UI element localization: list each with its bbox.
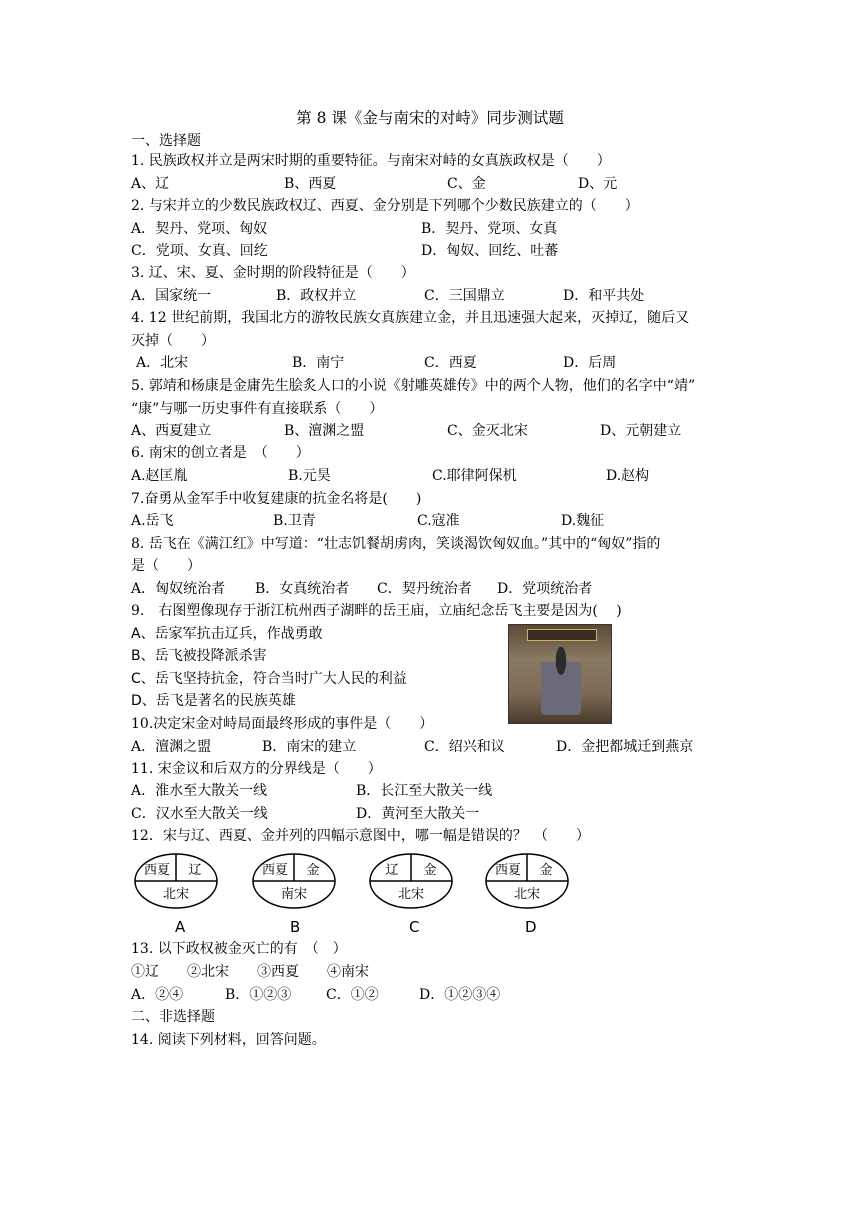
diagram-d-top-left: 西夏 — [494, 863, 522, 878]
question-4-line-2: 灭掉（ ） — [131, 333, 215, 349]
diagram-b — [251, 852, 337, 910]
diagram-d — [484, 852, 570, 910]
q13-option-c: C．①② — [326, 987, 379, 1003]
q5-option-d: D、元朝建立 — [600, 423, 682, 439]
q13-option-d: D．①②③④ — [419, 987, 501, 1003]
q1-option-d: D、元 — [578, 176, 618, 192]
q3-option-d: D．和平共处 — [563, 288, 645, 304]
diagram-a-label: A — [175, 918, 186, 936]
q2-option-a: A．契丹、党项、匈奴 — [131, 221, 268, 237]
q1-option-c: C、金 — [447, 176, 486, 192]
q7-option-a: A.岳飞 — [131, 513, 174, 529]
diagram-c-top-left: 辽 — [385, 863, 399, 878]
q10-option-a: A．澶渊之盟 — [131, 739, 212, 755]
q11-option-c: C．汉水至大散关一线 — [131, 806, 268, 822]
question-5-line-1: 5. 郭靖和杨康是金庸先生脍炙人口的小说《射雕英雄传》中的两个人物，他们的名字中“靖” — [131, 378, 696, 394]
q9-option-c: C、岳飞坚持抗金，符合当时广大人民的利益 — [131, 671, 407, 687]
q3-option-b: B．政权并立 — [276, 288, 357, 304]
diagram-b-top-left: 西夏 — [261, 863, 289, 878]
q10-option-d: D．金把都城迁到燕京 — [556, 739, 694, 755]
section-heading-choice: 一、选择题 — [131, 133, 201, 149]
q6-option-c: C.耶律阿保机 — [432, 468, 517, 484]
q5-option-b: B、澶渊之盟 — [284, 423, 365, 439]
q1-option-b: B、西夏 — [284, 176, 337, 192]
q13-items: ①辽 ②北宋 ③西夏 ④南宋 — [131, 964, 369, 980]
q4-option-c: C．西夏 — [424, 355, 477, 371]
question-5-line-2: “康”与哪一历史事件有直接联系（ ） — [131, 401, 384, 417]
q4-option-d: D．后周 — [563, 355, 617, 371]
q6-option-b: B.元昊 — [288, 468, 331, 484]
q3-option-a: A．国家统一 — [131, 288, 212, 304]
diagram-d-label: D — [525, 918, 537, 936]
q6-option-d: D.赵构 — [606, 468, 650, 484]
q10-option-c: C．绍兴和议 — [424, 739, 505, 755]
question-4-line-1: 4. 12 世纪前期，我国北方的游牧民族女真族建立金，并且迅速强大起来，灭掉辽，随后又 — [131, 310, 690, 326]
q9-option-d: D、岳飞是著名的民族英雄 — [131, 693, 296, 709]
question-10: 10.决定宋金对峙局面最终形成的事件是（ ） — [131, 716, 434, 732]
diagram-d-top-right: 金 — [539, 863, 553, 878]
q13-option-a: A．②④ — [131, 987, 184, 1003]
question-7: 7.奋勇从金军手中收复建康的抗金名将是( ) — [131, 491, 422, 507]
question-13: 13. 以下政权被金灭亡的有 （ ） — [131, 941, 347, 957]
diagram-b-top-right: 金 — [306, 863, 320, 878]
question-11: 11. 宋金议和后双方的分界线是（ ） — [131, 761, 382, 777]
q13-option-b: B．①②③ — [225, 987, 292, 1003]
question-14: 14. 阅读下列材料，回答问题。 — [131, 1032, 326, 1048]
diagram-b-bottom: 南宋 — [280, 887, 308, 902]
question-9: 9. 右图塑像现存于浙江杭州西子湖畔的岳王庙，立庙纪念岳飞主要是因为( ) — [131, 603, 622, 619]
diagram-c-label: C — [409, 918, 420, 936]
diagram-a — [133, 852, 219, 910]
diagram-b-label: B — [290, 918, 301, 936]
q8-option-b: B．女真统治者 — [255, 581, 350, 597]
q1-option-a: A、辽 — [131, 176, 170, 192]
q2-option-d: D．匈奴、回纥、吐蕃 — [421, 243, 559, 259]
q5-option-a: A、西夏建立 — [131, 423, 212, 439]
yue-fei-statue-figure — [541, 647, 581, 715]
q3-option-c: C．三国鼎立 — [424, 288, 505, 304]
q9-option-b: B、岳飞被投降派杀害 — [131, 648, 267, 664]
question-2: 2. 与宋并立的少数民族政权辽、西夏、金分别是下列哪个少数民族建立的（ ） — [131, 198, 639, 214]
diagram-c — [368, 852, 454, 910]
q9-option-a: A、岳家军抗击辽兵，作战勇敢 — [131, 626, 323, 642]
diagram-a-top-right: 辽 — [188, 863, 202, 878]
diagram-a-top-left: 西夏 — [143, 863, 171, 878]
q7-option-c: C.寇准 — [417, 513, 460, 529]
question-6: 6. 南宋的创立者是 （ ） — [131, 445, 310, 461]
temple-plaque — [527, 629, 597, 641]
q7-option-d: D.魏征 — [561, 513, 605, 529]
diagram-c-top-right: 金 — [423, 863, 437, 878]
diagram-a-bottom: 北宋 — [162, 887, 190, 902]
question-3: 3. 辽、宋、夏、金时期的阶段特征是（ ） — [131, 265, 415, 281]
q8-option-d: D．党项统治者 — [497, 581, 593, 597]
question-12: 12．宋与辽、西夏、金并列的四幅示意图中，哪一幅是错误的？ （ ） — [131, 828, 590, 844]
question-1: 1. 民族政权并立是两宋时期的重要特征。与南宋对峙的女真族政权是（ ） — [131, 153, 611, 169]
question-8-line-2: 是（ ） — [131, 558, 201, 574]
q11-option-d: D．黄河至大散关一 — [356, 806, 480, 822]
diagram-d-bottom: 北宋 — [513, 887, 541, 902]
q8-option-a: A．匈奴统治者 — [131, 581, 226, 597]
q5-option-c: C、金灭北宋 — [447, 423, 528, 439]
q11-option-a: A．淮水至大散关一线 — [131, 783, 268, 799]
q7-option-b: B.卫青 — [273, 513, 316, 529]
q11-option-b: B．长江至大散关一线 — [356, 783, 493, 799]
q6-option-a: A.赵匡胤 — [131, 468, 188, 484]
page-title: 第 8 课《金与南宋的对峙》同步测试题 — [296, 109, 564, 127]
q10-option-b: B．南宋的建立 — [262, 739, 357, 755]
statue-photo — [508, 624, 612, 724]
q4-option-a: A．北宋 — [136, 355, 189, 371]
question-8-line-1: 8. 岳飞在《满江红》中写道：“壮志饥餐胡虏肉，笑谈渴饮匈奴血。”其中的“匈奴”指的 — [131, 536, 661, 552]
section-heading-non-choice: 二、非选择题 — [131, 1009, 215, 1025]
q4-option-b: B．南宁 — [292, 355, 345, 371]
q2-option-b: B．契丹、党项、女真 — [421, 221, 558, 237]
q8-option-c: C．契丹统治者 — [377, 581, 472, 597]
diagram-c-bottom: 北宋 — [397, 887, 425, 902]
q2-option-c: C．党项、女真、回纥 — [131, 243, 268, 259]
